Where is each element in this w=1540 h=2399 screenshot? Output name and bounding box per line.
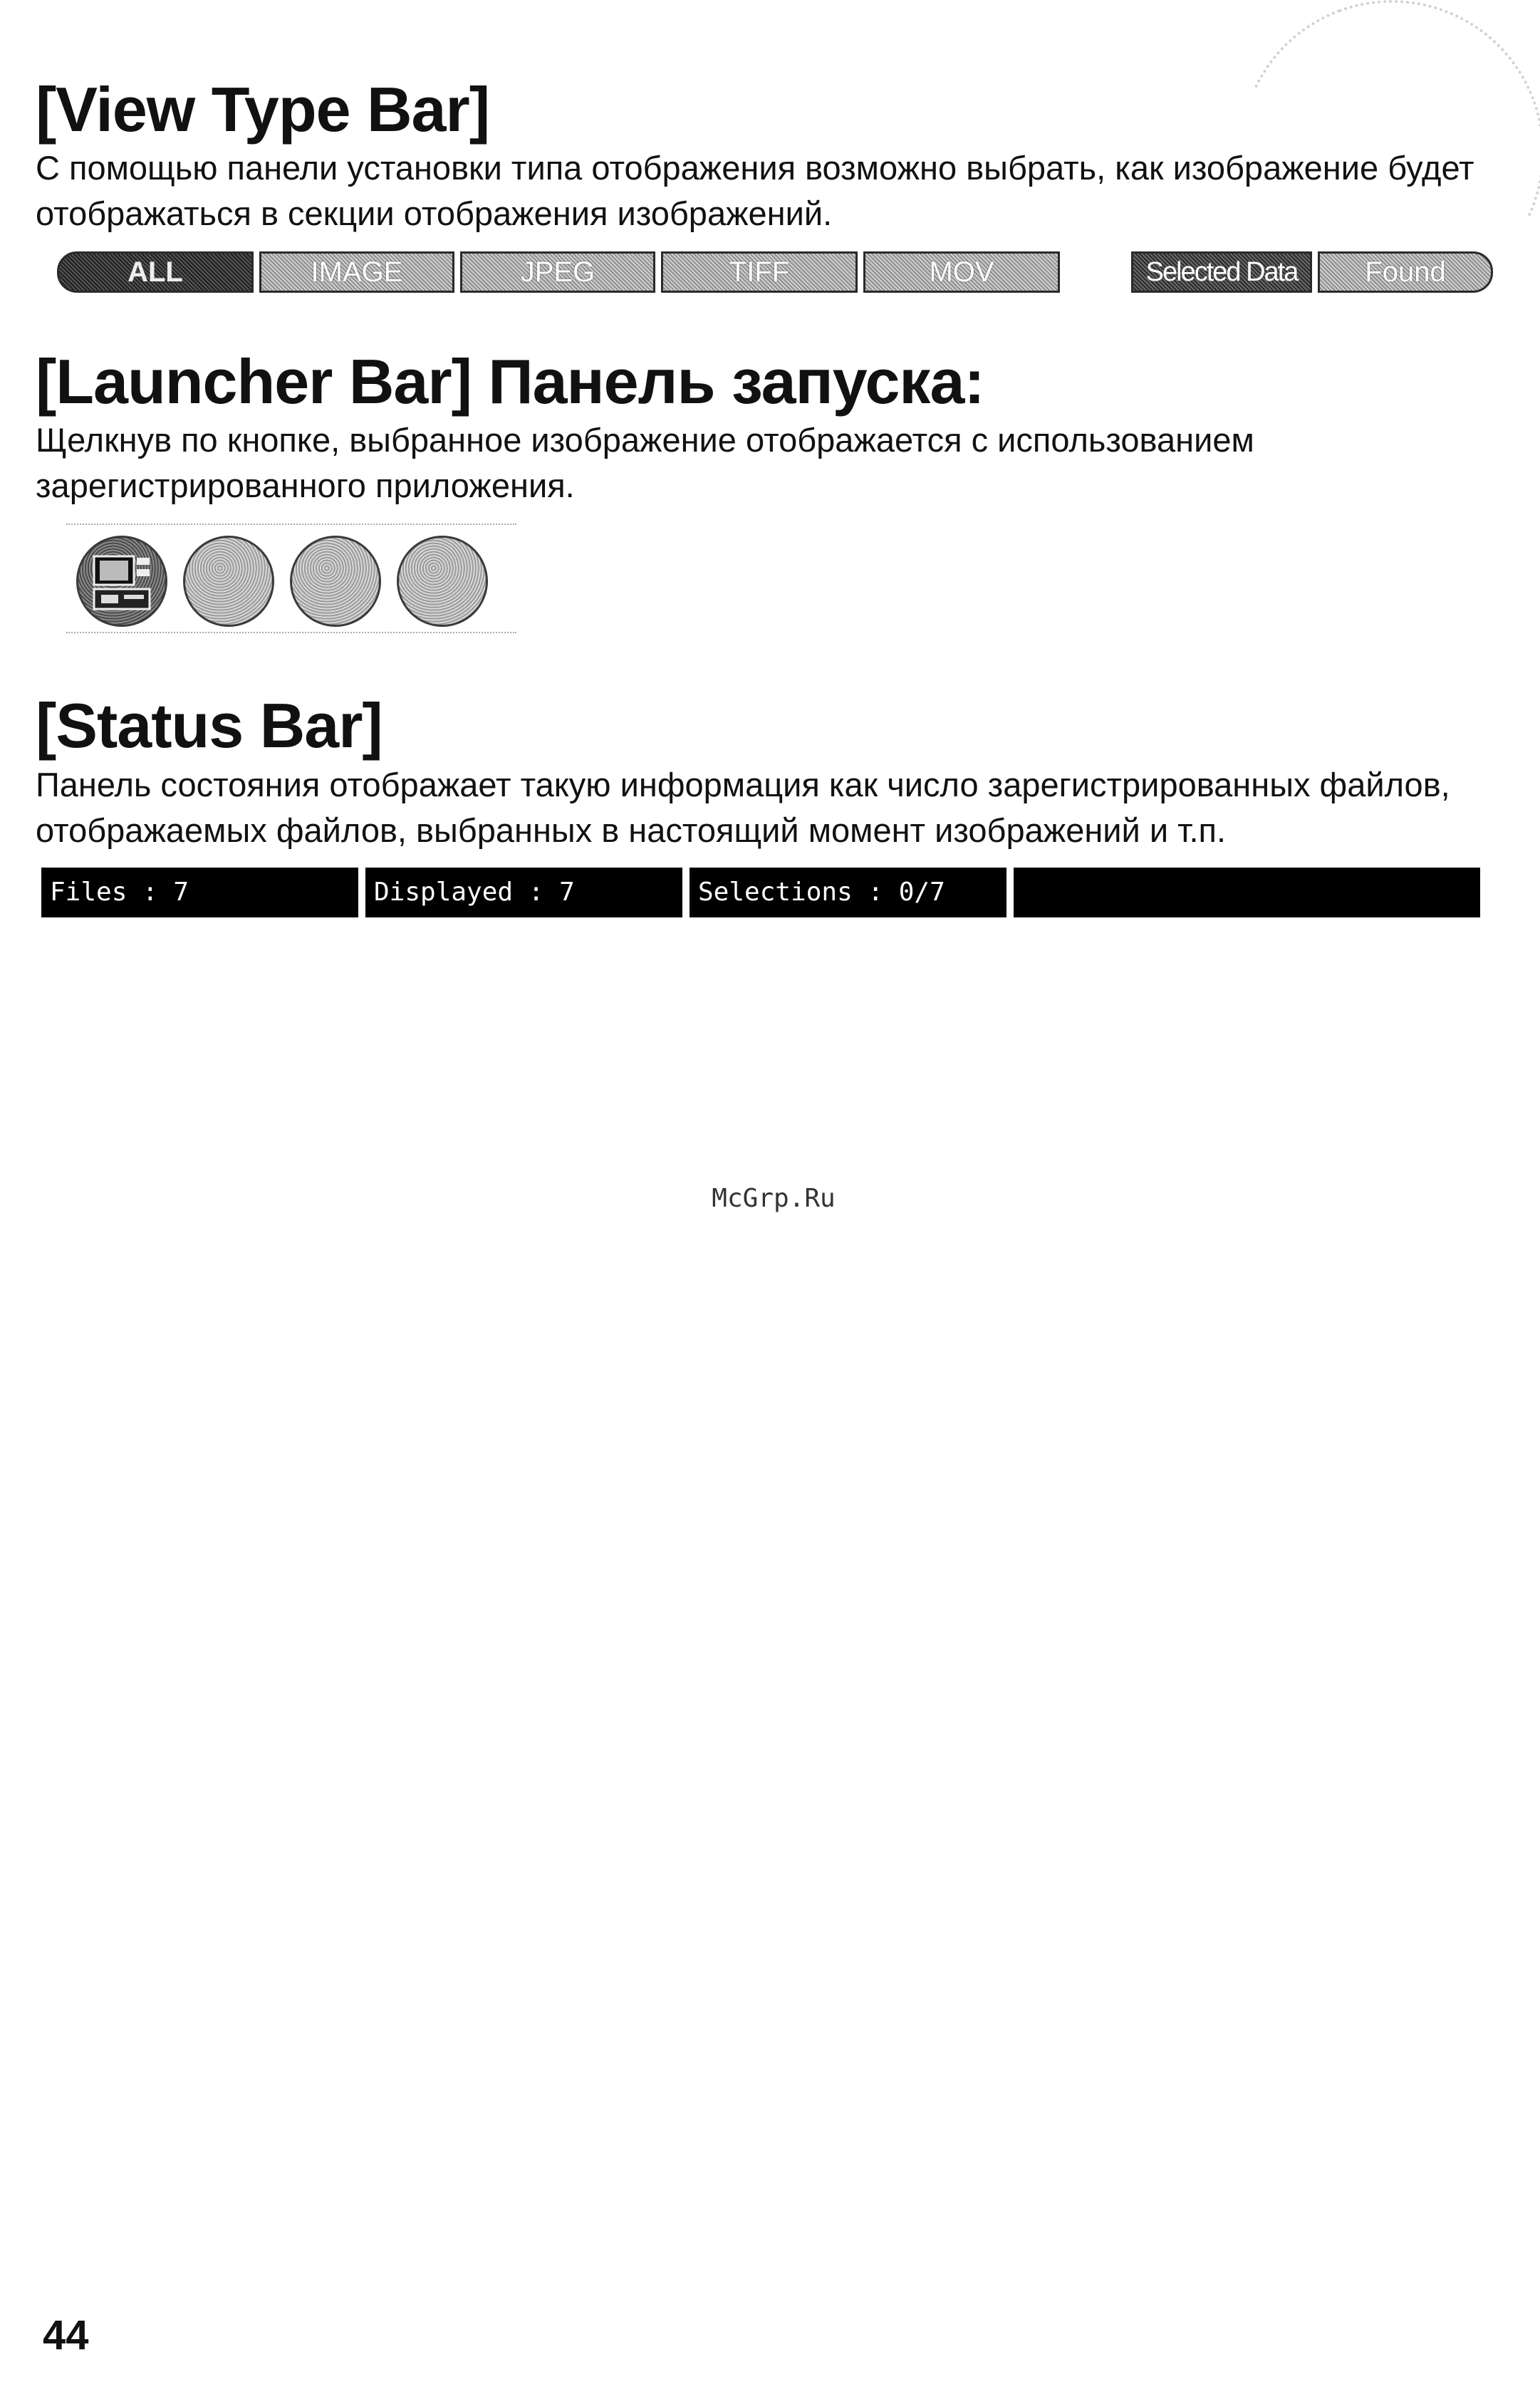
application-icon xyxy=(91,553,154,613)
status-title: [Status Bar] xyxy=(36,690,383,761)
launcher-description: Щелкнув по кнопке, выбранное изображение отображается с использованием зарегистрированного приложения. xyxy=(36,421,1254,504)
launcher-slot-3-button[interactable] xyxy=(290,536,381,627)
view-type-description: С помощью панели установки типа отображения возможно выбрать, как изображение будет отображаться в секции отображения изображений. xyxy=(36,149,1474,232)
launcher-application-button[interactable] xyxy=(76,536,167,627)
view-type-bar xyxy=(57,251,1496,293)
launcher-bar xyxy=(66,524,516,633)
view-image-button[interactable]: IMAGE xyxy=(259,251,454,293)
status-empty xyxy=(1014,868,1480,917)
view-jpeg-button[interactable]: JPEG xyxy=(460,251,655,293)
launcher-slot-2-button[interactable] xyxy=(183,536,274,627)
status-bar xyxy=(41,868,1480,920)
selected-data-button[interactable]: Selected Data xyxy=(1131,251,1312,293)
page-number: 44 xyxy=(43,2312,89,2358)
view-all-button[interactable]: ALL xyxy=(57,251,254,293)
watermark: McGrp.Ru xyxy=(712,1184,836,1213)
found-button[interactable]: Found xyxy=(1318,251,1493,293)
view-tiff-button[interactable]: TIFF xyxy=(661,251,858,293)
view-mov-button[interactable]: MOV xyxy=(863,251,1060,293)
status-displayed: Displayed : 7 xyxy=(365,868,682,917)
status-description: Панель состояния отображает такую информация как число зарегистрированных файлов, отображаемых файлов, выбранных в настоящий момент изображений и т.п. xyxy=(36,766,1450,849)
launcher-slot-4-button[interactable] xyxy=(397,536,488,627)
view-type-title: [View Type Bar] xyxy=(36,74,490,145)
status-selections: Selections : 0/7 xyxy=(690,868,1006,917)
launcher-title: [Launcher Bar] Панель запуска: xyxy=(36,346,984,417)
status-files: Files : 7 xyxy=(41,868,358,917)
